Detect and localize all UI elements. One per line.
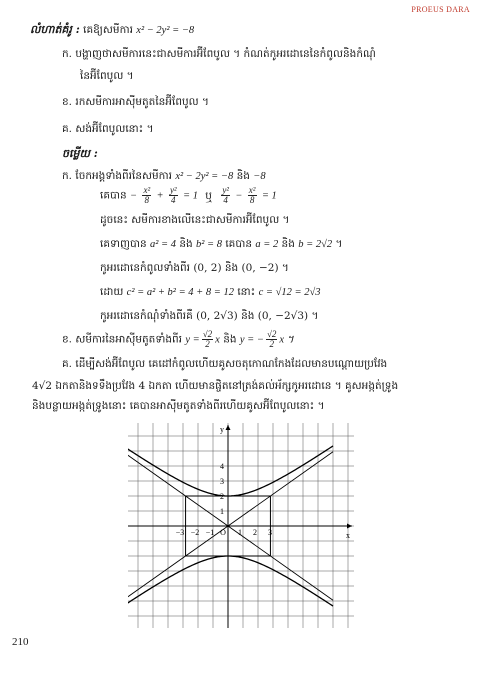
y-tick-label: 3 bbox=[220, 477, 224, 486]
hyperbola-upper-branch bbox=[128, 446, 333, 496]
solution-k-line5: កូអរដោនេកំពូលទាំងពីរ (0, 2) និង (0, −2) ។ bbox=[100, 262, 289, 274]
numerator: x² bbox=[248, 185, 256, 195]
exercise-title-line bbox=[30, 24, 194, 37]
solution-equation: c = √12 = 2√3 bbox=[258, 287, 321, 298]
math-sign: + bbox=[156, 190, 164, 202]
solution-equation: a² = 4 bbox=[150, 239, 176, 250]
denominator: 4 bbox=[171, 195, 176, 205]
numerator: y² bbox=[169, 185, 177, 195]
page-number: 210 bbox=[12, 636, 29, 648]
solution-k-line6 bbox=[100, 286, 320, 299]
solution-text: គេបាន bbox=[225, 238, 253, 250]
item-text: សង់អ៊ីពែបូលនោះ ។ bbox=[75, 123, 154, 135]
x-tick-label: −1 bbox=[205, 528, 215, 537]
exercise-item-k-cont: នៃអ៊ីពែបូល ។ bbox=[80, 70, 134, 82]
item-marker: ខ. bbox=[62, 333, 73, 346]
solution-equation: x² − 2y² = −8 bbox=[175, 171, 234, 182]
math-lhs: y = − bbox=[239, 334, 264, 346]
x-tick-label: −3 bbox=[175, 528, 185, 537]
math-sign: − bbox=[235, 190, 243, 202]
solution-g-line2: 4√2 ឯកតានិងទទឹងប្រវែង 4 ឯកតា ហើយមានផ្ចិតនៅត្រង់គល់អ័ក្សកូអរដោនេ ។ គូសអង្កត់ទ្រូង bbox=[32, 380, 399, 392]
solution-text: ។ bbox=[335, 238, 343, 250]
exercise-item-kh bbox=[62, 96, 209, 108]
y-tick-label: 1 bbox=[220, 507, 224, 516]
numerator: y² bbox=[222, 185, 230, 195]
brand-label: PROEUS DARA bbox=[411, 5, 470, 14]
fraction bbox=[266, 330, 277, 349]
math-lhs: y = bbox=[185, 334, 200, 346]
solution-equation: a = 2 bbox=[255, 239, 279, 250]
exercise-prompt: គេឱ្យសមីការ bbox=[83, 24, 133, 36]
fraction bbox=[202, 330, 213, 349]
solution-text: នោះ bbox=[237, 286, 256, 298]
solution-kh-line bbox=[62, 330, 294, 349]
y-tick-label: 4 bbox=[220, 462, 224, 471]
solution-text: សមីការនៃអាស៊ីមតូតទាំងពីរ bbox=[75, 333, 182, 346]
item-marker: ក. bbox=[62, 170, 73, 182]
solution-text: និង bbox=[179, 238, 193, 250]
item-text: បង្ហាញថាសមីការនេះជាសមីការអ៊ីពែបូល ។ កំណត់កូអរដោនេនៃកំពូលនិងកំណុំ bbox=[75, 48, 376, 60]
denominator: 2 bbox=[205, 339, 210, 349]
solution-k-line1 bbox=[62, 170, 266, 183]
math-var: x ។ bbox=[279, 334, 294, 346]
fraction bbox=[169, 186, 178, 205]
solution-text: គេទាញបាន bbox=[100, 238, 147, 250]
solution-text: និង bbox=[223, 333, 237, 346]
exercise-item-k bbox=[62, 48, 376, 60]
item-marker: គ. bbox=[62, 123, 73, 135]
solution-equation: b² = 8 bbox=[196, 239, 222, 250]
numerator: √2 bbox=[266, 329, 277, 339]
item-marker: គ. bbox=[62, 358, 73, 370]
solution-text: ឬ bbox=[205, 189, 212, 202]
solution-g-line3: និងបន្លាយអង្កត់ទ្រូងនោះ គេបានអាស៊ីមតូតទាំងពីរហើយគូសអ៊ីពែបូលនោះ ។ bbox=[32, 400, 325, 412]
numerator: √2 bbox=[202, 329, 213, 339]
solution-text: និង bbox=[281, 238, 295, 250]
y-axis-label: y bbox=[220, 425, 224, 434]
x-tick-label: −2 bbox=[190, 528, 200, 537]
fraction bbox=[142, 186, 151, 205]
hyperbola-graph bbox=[128, 423, 354, 628]
solution-k-line7: កូអរដោនេកំណុំទាំងពីរគឺ (0, 2√3) និង (0, −2√3) ។ bbox=[100, 310, 319, 322]
hyperbola-lower-branch bbox=[128, 556, 333, 606]
y-axis-arrow bbox=[226, 425, 231, 430]
x-axis-arrow bbox=[347, 524, 352, 529]
solution-equation: b = 2√2 bbox=[298, 239, 333, 250]
math-var: x bbox=[215, 334, 220, 346]
exercise-equation: x² − 2y² = −8 bbox=[136, 25, 195, 36]
solution-heading: ចម្លើយ : bbox=[62, 147, 98, 160]
x-axis-label: x bbox=[346, 531, 350, 540]
solution-k-line4 bbox=[100, 238, 342, 251]
fraction bbox=[248, 186, 257, 205]
solution-k-line2 bbox=[100, 186, 277, 205]
solution-value: −8 bbox=[253, 171, 266, 182]
y-tick-label: 2 bbox=[220, 492, 224, 501]
solution-text: និង bbox=[236, 170, 250, 182]
solution-text: គេបាន bbox=[100, 189, 127, 202]
item-text: រកសមីការអាស៊ីមតូតនៃអ៊ីពែបូល ។ bbox=[75, 96, 209, 108]
denominator: 8 bbox=[249, 195, 255, 205]
exercise-heading: លំហាត់គំរូ : bbox=[30, 23, 80, 36]
fraction bbox=[221, 186, 230, 205]
x-tick-label: 1 bbox=[238, 528, 242, 537]
denominator: 8 bbox=[144, 195, 150, 205]
item-marker: ខ. bbox=[62, 96, 73, 108]
x-tick-label: 3 bbox=[268, 528, 272, 537]
math-rhs: = 1 bbox=[182, 190, 198, 202]
exercise-item-g bbox=[62, 123, 154, 135]
math-rhs: = 1 bbox=[261, 190, 277, 202]
denominator: 2 bbox=[269, 339, 274, 349]
solution-text: ដោយ bbox=[100, 286, 124, 298]
origin-label: O bbox=[220, 528, 226, 537]
item-marker: ក. bbox=[62, 48, 73, 60]
numerator: x² bbox=[143, 185, 151, 195]
denominator: 4 bbox=[223, 195, 228, 205]
solution-text: ចែកអង្គទាំងពីរនៃសមីការ bbox=[75, 170, 173, 182]
solution-text: ដើម្បីសង់អ៊ីពែបូល គេដៅកំពូលហើយគូសចតុកោណកែងដែលមានបណ្តោយប្រវែង bbox=[75, 358, 388, 370]
math-sign: − bbox=[130, 190, 138, 202]
solution-k-line3: ដូចនេះ សមីការខាងលើនេះជាសមីការអ៊ីពែបូល ។ bbox=[100, 214, 290, 226]
solution-g-line1 bbox=[62, 358, 387, 370]
x-tick-label: 2 bbox=[253, 528, 257, 537]
solution-equation: c² = a² + b² = 4 + 8 = 12 bbox=[126, 287, 234, 298]
